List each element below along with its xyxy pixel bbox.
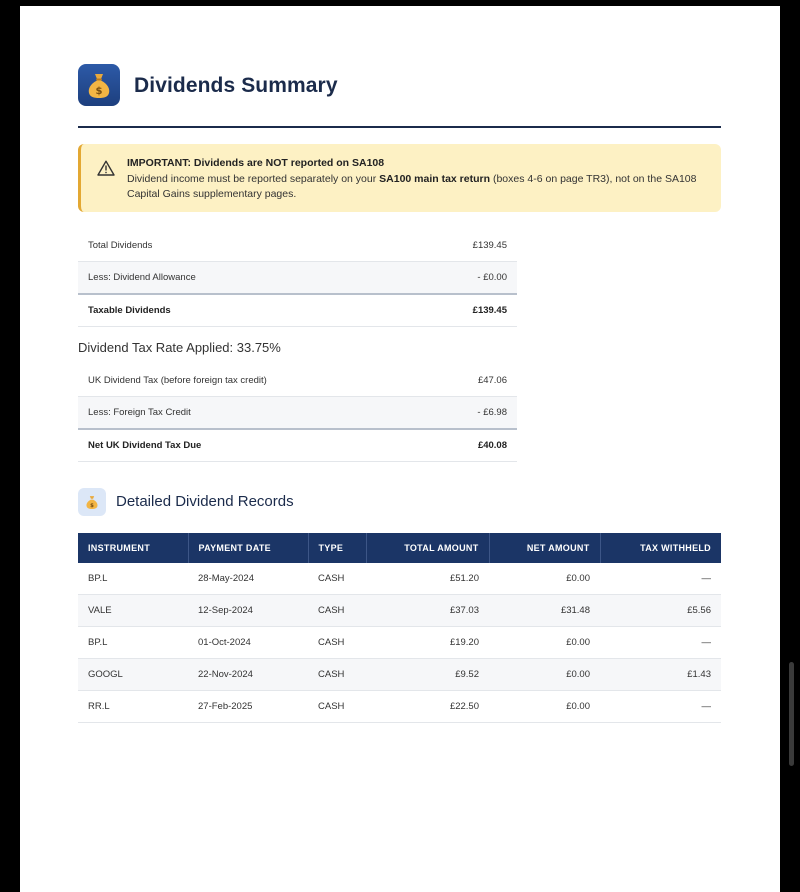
- cell-payment-date: 01-Oct-2024: [188, 627, 308, 659]
- cell-tax-withheld: £5.56: [600, 595, 721, 627]
- cell-net-amount: £0.00: [489, 627, 600, 659]
- page-title: Dividends Summary: [134, 74, 338, 97]
- cell-net-amount: £31.48: [489, 595, 600, 627]
- summary-amount: £139.45: [386, 294, 517, 327]
- tax-rate-text: Dividend Tax Rate Applied: 33.75%: [78, 340, 281, 355]
- records-section-title: Detailed Dividend Records: [116, 493, 294, 510]
- cell-net-amount: £0.00: [489, 691, 600, 723]
- summary-total-row: [78, 294, 517, 327]
- table-row: [78, 563, 721, 595]
- summary-label: Less: Dividend Allowance: [78, 262, 386, 295]
- notice-title: IMPORTANT: Dividends are NOT reported on SA108: [127, 157, 385, 169]
- column-header-total-amount[interactable]: TOTAL AMOUNT: [366, 533, 489, 563]
- cell-total-amount: £9.52: [366, 659, 489, 691]
- important-notice: [78, 144, 721, 212]
- column-header-instrument[interactable]: INSTRUMENT: [78, 533, 188, 563]
- cell-net-amount: £0.00: [489, 659, 600, 691]
- column-header-type[interactable]: TYPE: [308, 533, 366, 563]
- cell-type: CASH: [308, 659, 366, 691]
- cell-instrument: VALE: [78, 595, 188, 627]
- cell-tax-withheld: £1.43: [600, 659, 721, 691]
- tax-amount: £40.08: [429, 429, 517, 462]
- cell-total-amount: £22.50: [366, 691, 489, 723]
- dividend-tax-table: [78, 365, 517, 462]
- table-row: [78, 595, 721, 627]
- tax-total-row: [78, 429, 517, 462]
- cell-instrument: RR.L: [78, 691, 188, 723]
- cell-total-amount: £37.03: [366, 595, 489, 627]
- summary-row: [78, 262, 517, 295]
- summary-amount: £139.45: [386, 230, 517, 262]
- summary-label: Taxable Dividends: [78, 294, 386, 327]
- cell-tax-withheld: —: [600, 627, 721, 659]
- tax-label: Less: Foreign Tax Credit: [78, 397, 429, 430]
- money-bag-icon: [78, 64, 120, 106]
- column-header-payment-date[interactable]: PAYMENT DATE: [188, 533, 308, 563]
- report-header: [78, 64, 721, 128]
- cell-instrument: BP.L: [78, 563, 188, 595]
- svg-text:$: $: [90, 502, 94, 509]
- tax-amount: - £6.98: [429, 397, 517, 430]
- svg-text:$: $: [95, 86, 103, 97]
- table-row: [78, 691, 721, 723]
- cell-type: CASH: [308, 691, 366, 723]
- cell-total-amount: £51.20: [366, 563, 489, 595]
- summary-row: [78, 230, 517, 262]
- tax-label: UK Dividend Tax (before foreign tax credit): [78, 365, 429, 397]
- notice-bold-text: SA100 main tax return: [379, 173, 491, 185]
- scrollbar-thumb[interactable]: [789, 662, 794, 766]
- report-page: [20, 6, 780, 892]
- cell-instrument: BP.L: [78, 627, 188, 659]
- cell-type: CASH: [308, 627, 366, 659]
- tax-row: [78, 397, 517, 430]
- cell-payment-date: 28-May-2024: [188, 563, 308, 595]
- cell-type: CASH: [308, 595, 366, 627]
- summary-amount: - £0.00: [386, 262, 517, 295]
- cell-tax-withheld: —: [600, 563, 721, 595]
- dividend-records-table: [78, 533, 721, 723]
- notice-text: Dividend income must be reported separately on your SA100 main tax return (boxes 4-6 on page TR3), not on the SA108 Capital Gains supplementary pages.: [127, 173, 697, 200]
- cell-instrument: GOOGL: [78, 659, 188, 691]
- cell-tax-withheld: —: [600, 691, 721, 723]
- warning-icon: [97, 160, 115, 181]
- summary-label: Total Dividends: [78, 230, 386, 262]
- cell-payment-date: 27-Feb-2025: [188, 691, 308, 723]
- column-header-net-amount[interactable]: NET AMOUNT: [489, 533, 600, 563]
- cell-net-amount: £0.00: [489, 563, 600, 595]
- column-header-tax-withheld[interactable]: TAX WITHHELD: [600, 533, 721, 563]
- dividend-summary-table: [78, 230, 517, 327]
- table-row: [78, 659, 721, 691]
- tax-label: Net UK Dividend Tax Due: [78, 429, 429, 462]
- cell-type: CASH: [308, 563, 366, 595]
- table-row: [78, 627, 721, 659]
- records-header-row: [78, 533, 721, 563]
- cell-total-amount: £19.20: [366, 627, 489, 659]
- cell-payment-date: 22-Nov-2024: [188, 659, 308, 691]
- tax-amount: £47.06: [429, 365, 517, 397]
- cell-payment-date: 12-Sep-2024: [188, 595, 308, 627]
- money-bag-icon: [78, 488, 106, 516]
- tax-row: [78, 365, 517, 397]
